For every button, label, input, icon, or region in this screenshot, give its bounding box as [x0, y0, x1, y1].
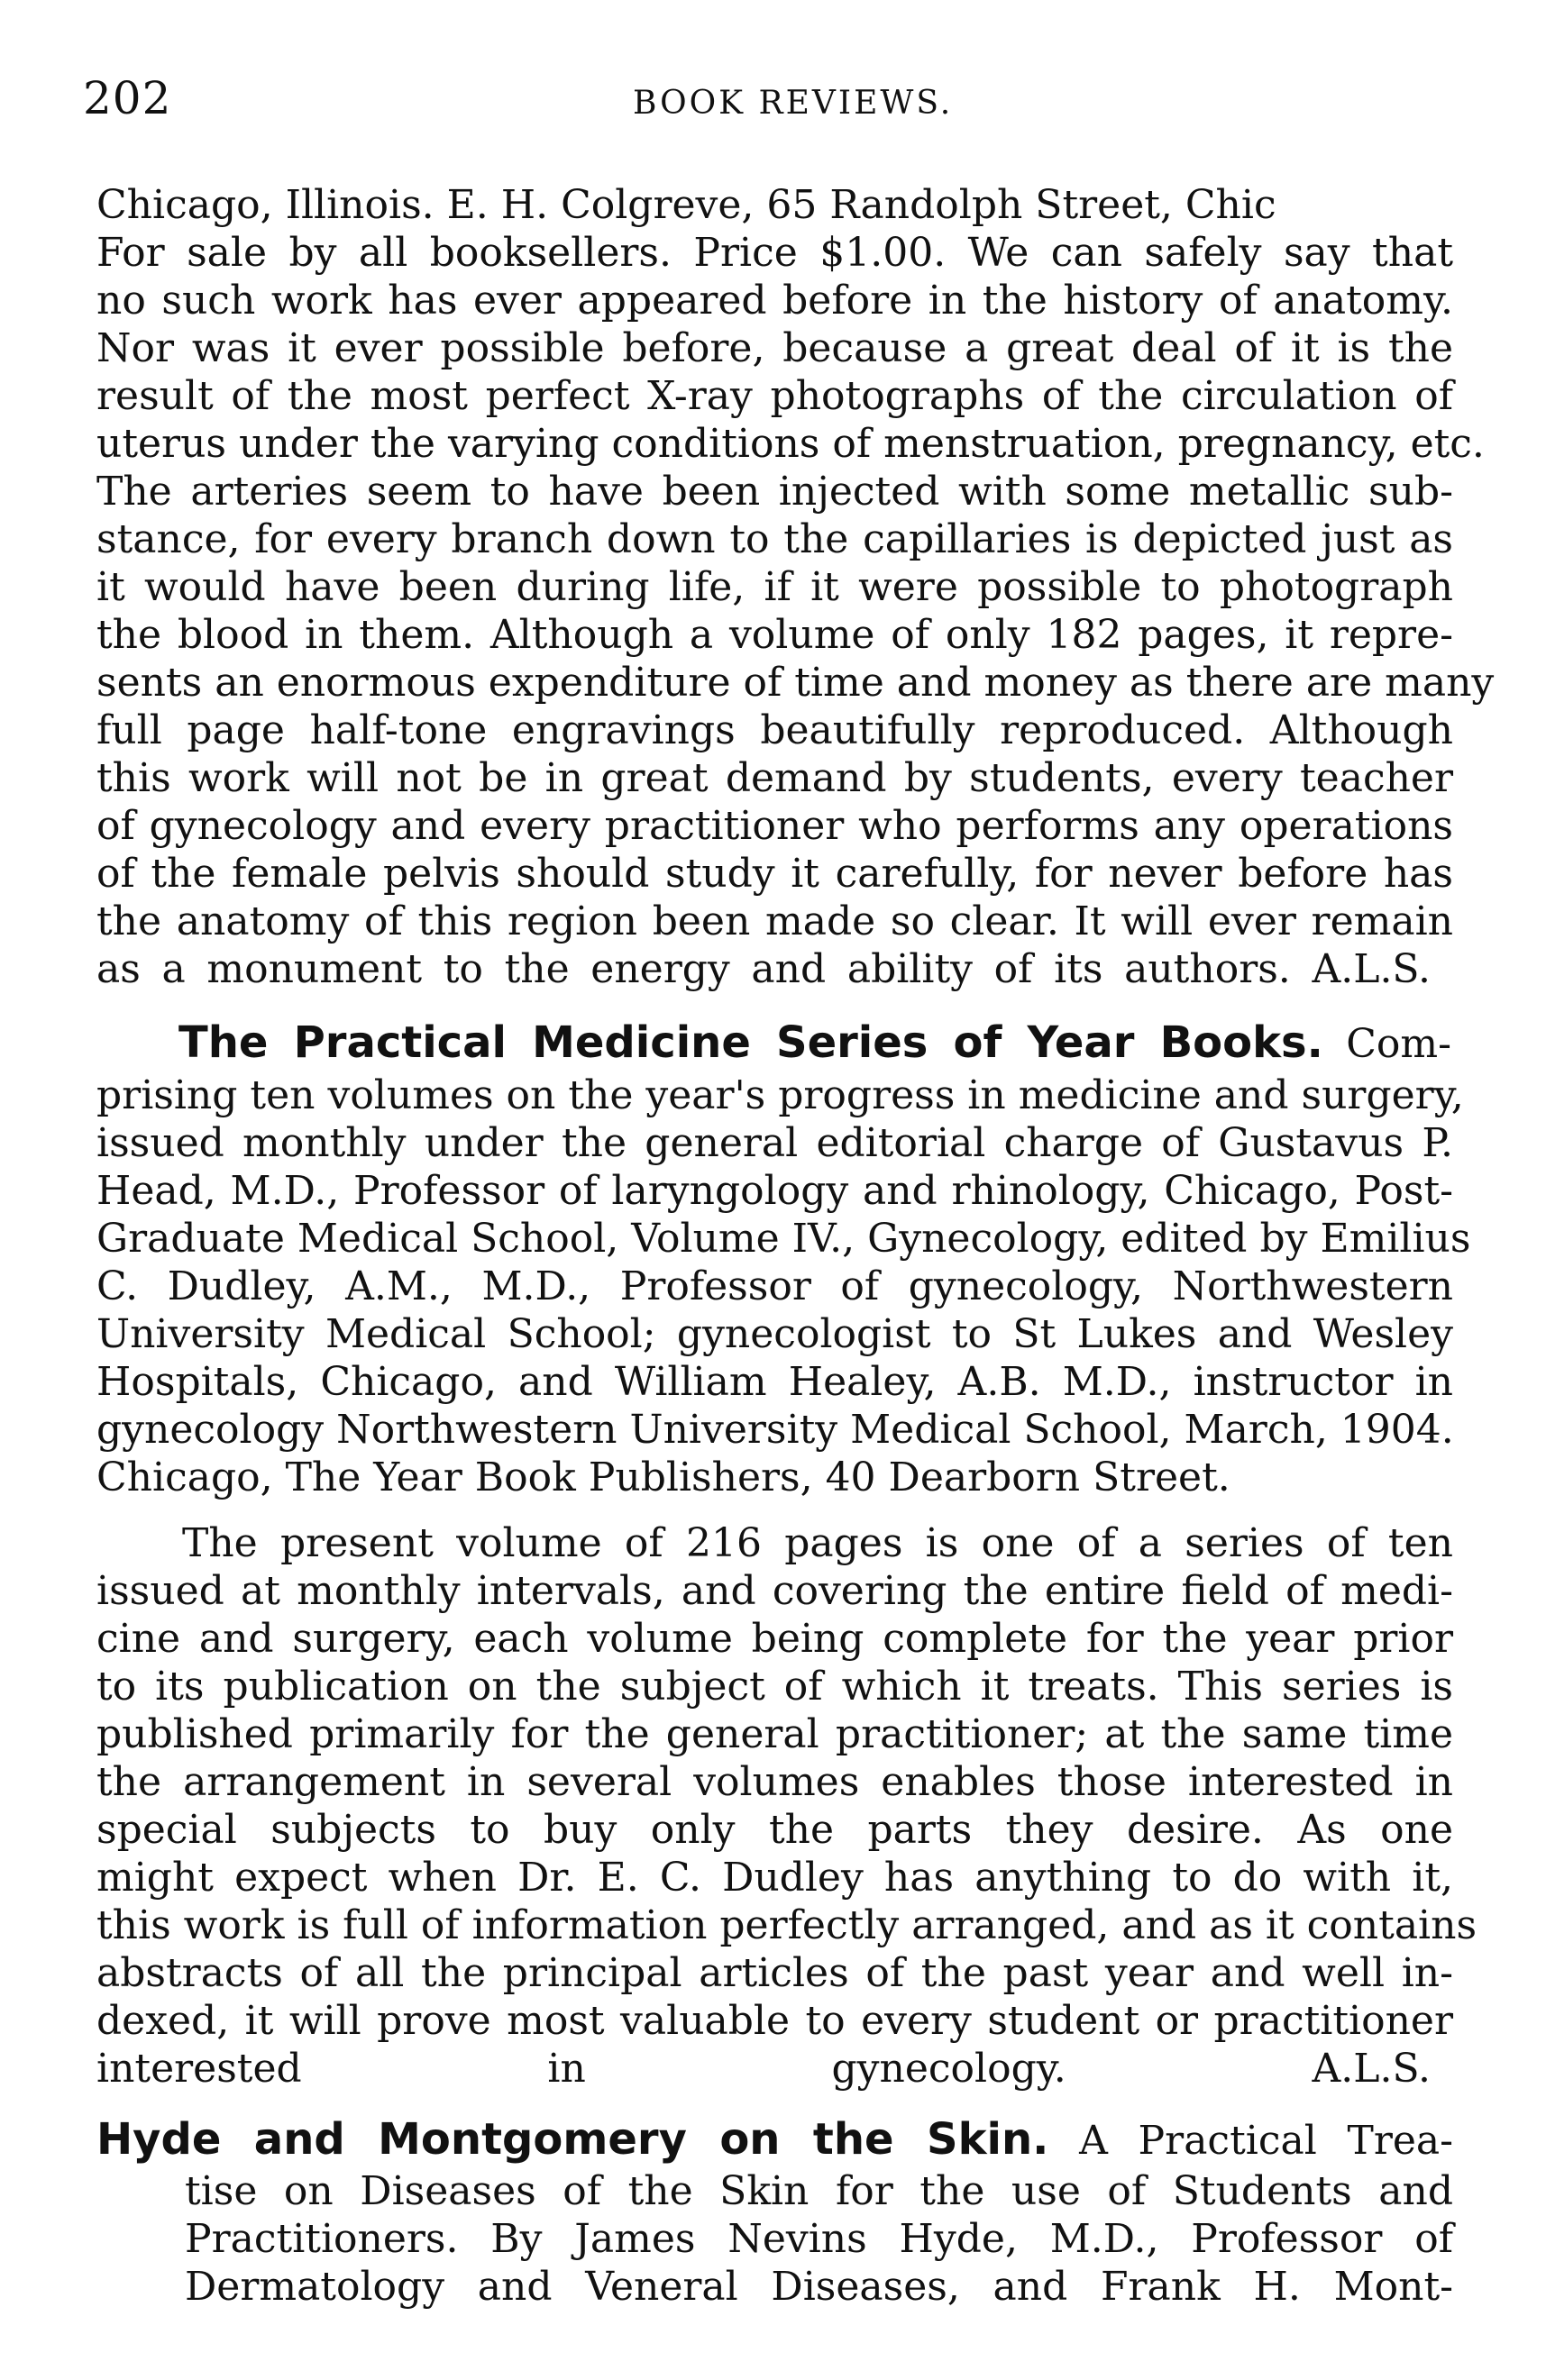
review-signature-line: as a monument to the energy and ability of its authors. A.L.S.: [96, 946, 1431, 992]
citation-start: Com-: [1346, 1021, 1451, 1067]
citation-line: prising ten volumes on the year's progress in medicine and surgery,: [96, 1072, 1464, 1118]
citation-line: Chicago, The Year Book Publishers, 40 Dearborn Street.: [96, 1454, 1230, 1500]
text-line: it would have been during life, if it were possible to photograph: [96, 564, 1453, 610]
review-heading: [178, 1016, 1451, 1070]
book-title: Hyde and Montgomery on the Skin.: [96, 2114, 1049, 2165]
review-signature-line: interested in gynecology. A.L.S.: [96, 2046, 1431, 2092]
text-line: uterus under the varying conditions of menstruation, pregnancy, etc.: [96, 421, 1485, 467]
text-line: might expect when Dr. E. C. Dudley has anything to do with it,: [96, 1855, 1453, 1901]
citation-line: tise on Diseases of the Skin for the use of Students and: [185, 2168, 1453, 2214]
text-line: dexed, it will prove most valuable to every student or practitioner: [96, 1998, 1453, 2044]
citation-line: C. Dudley, A.M., M.D., Professor of gynecology, Northwestern: [96, 1263, 1453, 1309]
text-line: the anatomy of this region been made so clear. It will ever remain: [96, 898, 1453, 944]
book-title: The Practical Medicine Series of Year Books.: [178, 1017, 1323, 1068]
text-line: the blood in them. Although a volume of only 182 pages, it repre-: [96, 612, 1453, 658]
text-line: this work will not be in great demand by students, every teacher: [96, 755, 1453, 801]
text-line: of gynecology and every practitioner who performs any operations: [96, 803, 1453, 849]
text-line: stance, for every branch down to the capillaries is depicted just as: [96, 516, 1453, 562]
text-line: special subjects to buy only the parts they desire. As one: [96, 1807, 1453, 1853]
text-line: The arteries seem to have been injected with some metallic sub-: [96, 469, 1453, 515]
text-line: result of the most perfect X-ray photographs of the circulation of: [96, 373, 1453, 419]
review-heading: [96, 2112, 1453, 2166]
citation-line: Practitioners. By James Nevins Hyde, M.D., Professor of: [185, 2216, 1453, 2262]
text-line: to its publication on the subject of which it treats. This series is: [96, 1664, 1453, 1710]
text-line: The present volume of 216 pages is one of a series of ten: [182, 1520, 1453, 1566]
text-line: issued at monthly intervals, and covering the entire field of medi-: [96, 1568, 1453, 1614]
page-number: 202: [83, 72, 172, 124]
text-line: published primarily for the general practitioner; at the same time: [96, 1711, 1453, 1757]
text-line: For sale by all booksellers. Price $1.00. We can safely say that: [96, 230, 1453, 276]
text-line: abstracts of all the principal articles of the past year and well in-: [96, 1950, 1453, 1996]
citation-line: Head, M.D., Professor of laryngology and rhinology, Chicago, Post-: [96, 1168, 1453, 1214]
citation-line: University Medical School; gynecologist to St Lukes and Wesley: [96, 1311, 1453, 1357]
running-head: BOOK REVIEWS.: [633, 85, 954, 122]
text-line: of the female pelvis should study it carefully, for never before has: [96, 851, 1453, 897]
text-line: Nor was it ever possible before, because a great deal of it is the: [96, 325, 1453, 371]
text-line: cine and surgery, each volume being complete for the year prior: [96, 1616, 1453, 1662]
citation-line: Dermatology and Veneral Diseases, and Frank H. Mont-: [185, 2264, 1453, 2310]
text-line: full page half-tone engravings beautifully reproduced. Although: [96, 707, 1453, 753]
text-line: the arrangement in several volumes enables those interested in: [96, 1759, 1453, 1805]
citation-start: A Practical Trea-: [1079, 2118, 1454, 2164]
citation-line: Hospitals, Chicago, and William Healey, A.B. M.D., instructor in: [96, 1359, 1453, 1405]
text-line: no such work has ever appeared before in the history of anatomy.: [96, 278, 1453, 324]
page-header: [83, 72, 1489, 135]
citation-line: Graduate Medical School, Volume IV., Gynecology, edited by Emilius: [96, 1216, 1471, 1262]
text-line: sents an enormous expenditure of time and money as there are many: [96, 660, 1495, 706]
citation-line: gynecology Northwestern University Medical School, March, 1904.: [96, 1407, 1454, 1453]
text-line: this work is full of information perfectly arranged, and as it contains: [96, 1902, 1477, 1948]
citation-line: issued monthly under the general editorial charge of Gustavus P.: [96, 1120, 1453, 1166]
text-line: Chicago, Illinois. E. H. Colgreve, 65 Randolph Street, Chic: [96, 182, 1276, 228]
